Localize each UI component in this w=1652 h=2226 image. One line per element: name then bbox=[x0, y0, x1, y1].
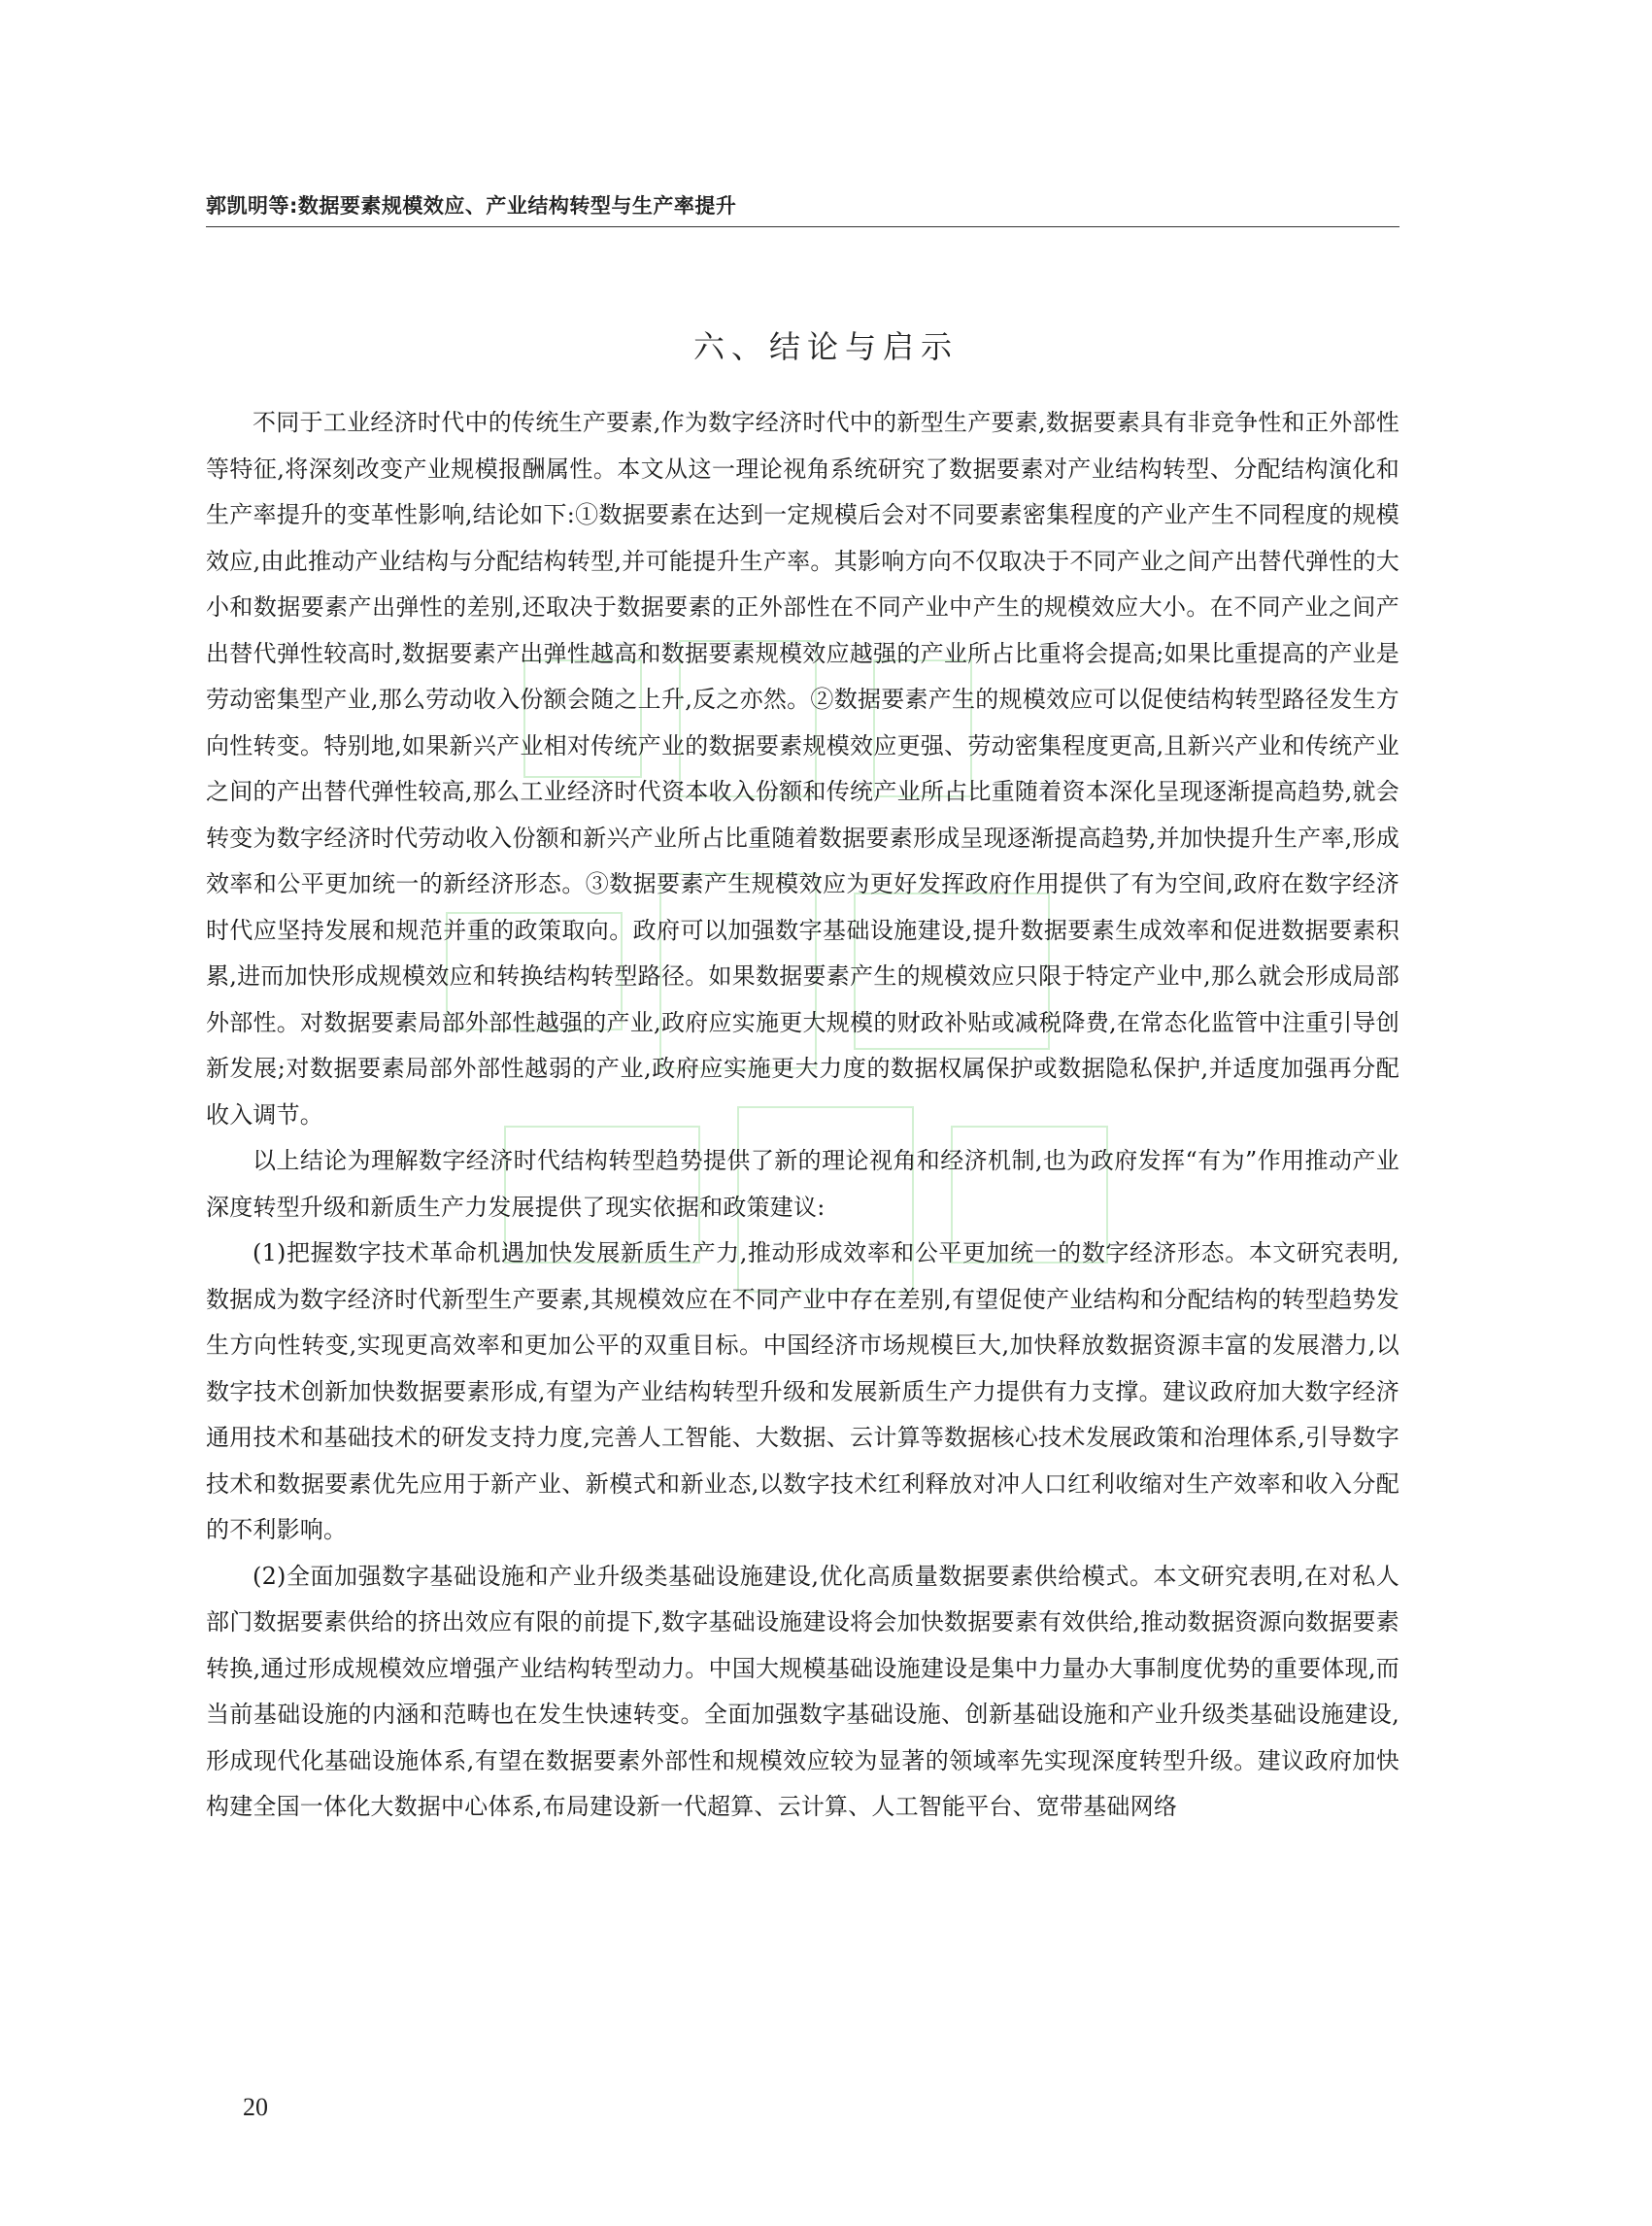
paragraph-conclusions: 不同于工业经济时代中的传统生产要素,作为数字经济时代中的新型生产要素,数据要素具有非竞争性和正外部性等特征,将深刻改变产业规模报酬属性。本文从这一理论视角系统研究了数据要素对产业结构转型、分配结构演化和生产率提升的变革性影响,结论如下:①数据要素在达到一定规模后会对不同要素密集程度的产业产生不同程度的规模效应,由此推动产业结构与分配结构转型,并可能提升生产率。其影响方向不仅取决于不同产业之间产出替代弹性的大小和数据要素产出弹性的差别,还取决于数据要素的正外部性在不同产业中产生的规模效应大小。在不同产业之间产出替代弹性较高时,数据要素产出弹性越高和数据要素规模效应越强的产业所占比重将会提高;如果比重提高的产业是劳动密集型产业,那么劳动收入份额会随之上升,反之亦然。②数据要素产生的规模效应可以促使结构转型路径发生方向性转变。特别地,如果新兴产业相对传统产业的数据要素规模效应更强、劳动密集程度更高,且新兴产业和传统产业之间的产出替代弹性较高,那么工业经济时代资本收入份额和传统产业所占比重随着资本深化呈现逐渐提高趋势,就会转变为数字经济时代劳动收入份额和新兴产业所占比重随着数据要素形成呈现逐渐提高趋势,并加快提升生产率,形成效率和公平更加统一的新经济形态。③数据要素产生规模效应为更好发挥政府作用提供了有为空间,政府在数字经济时代应坚持发展和规范并重的政策取向。政府可以加强数字基础设施建设,提升数据要素生成效率和促进数据要素积累,进而加快形成规模效应和转换结构转型路径。如果数据要素产生的规模效应只限于特定产业中,那么就会形成局部外部性。对数据要素局部外部性越强的产业,政府应实施更大规模的财政补贴或减税降费,在常态化监管中注重引导创新发展;对数据要素局部外部性越弱的产业,政府应实施更大力度的数据权属保护或数据隐私保护,并适度加强再分配收入调节。 bbox=[206, 409, 1399, 1129]
paragraph-recommendation-1: (1)把握数字技术革命机遇加快发展新质生产力,推动形成效率和公平更加统一的数字经济形态。本文研究表明,数据成为数字经济时代新型生产要素,其规模效应在不同产业中存在差别,有望促使产业结构和分配结构的转型趋势发生方向性转变,实现更高效率和更加公平的双重目标。中国经济市场规模巨大,加快释放数据资源丰富的发展潜力,以数字技术创新加快数据要素形成,有望为产业结构转型升级和发展新质生产力提供有力支撑。建议政府加大数字经济通用技术和基础技术的研发支持力度,完善人工智能、大数据、云计算等数据核心技术发展政策和治理体系,引导数字技术和数据要素优先应用于新产业、新模式和新业态,以数字技术红利释放对冲人口红利收缩对生产效率和收入分配的不利影响。 bbox=[206, 1239, 1399, 1543]
paragraph-recommendation-2: (2)全面加强数字基础设施和产业升级类基础设施建设,优化高质量数据要素供给模式。本文研究表明,在对私人部门数据要素供给的挤出效应有限的前提下,数字基础设施建设将会加快数据要素有效供给,推动数据资源向数据要素转换,通过形成规模效应增强产业结构转型动力。中国大规模基础设施建设是集中力量办大事制度优势的重要体现,而当前基础设施的内涵和范畴也在发生快速转变。全面加强数字基础设施、创新基础设施和产业升级类基础设施建设,形成现代化基础设施体系,有望在数据要素外部性和规模效应较为显著的领域率先实现深度转型升级。建议政府加快构建全国一体化大数据中心体系,布局建设新一代超算、云计算、人工智能平台、宽带基础网络 bbox=[206, 1562, 1399, 1820]
header-divider bbox=[206, 226, 1399, 227]
paragraph-implications-intro: 以上结论为理解数字经济时代结构转型趋势提供了新的理论视角和经济机制,也为政府发挥“有为”作用推动产业深度转型升级和新质生产力发展提供了现实依据和政策建议: bbox=[206, 1147, 1399, 1221]
page-number: 20 bbox=[243, 2093, 268, 2121]
section-title: 六、结论与启示 bbox=[692, 328, 959, 365]
body-text bbox=[206, 400, 1399, 1831]
running-header: 郭凯明等:数据要素规模效应、产业结构转型与生产率提升 bbox=[206, 194, 737, 218]
